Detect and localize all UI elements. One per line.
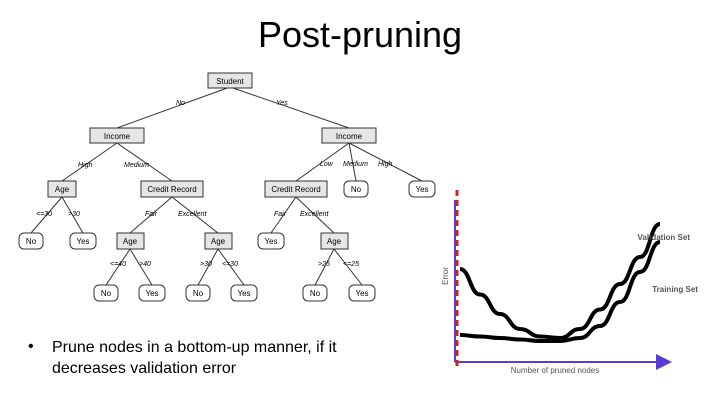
node-income-right-label: Income	[335, 132, 363, 141]
training-set-label: Training Set	[652, 285, 698, 294]
edge-label-gt30b: >30	[200, 261, 212, 268]
edge-label-gt30: >30	[68, 211, 80, 218]
leaf-yes-label: Yes	[145, 289, 159, 298]
slide-title: Post-pruning	[257, 14, 463, 55]
y-axis-label: Error	[441, 267, 450, 285]
leaf-yes-label: Yes	[415, 185, 429, 194]
node-age-2-label: Age	[122, 237, 138, 246]
node-age-1-label: Age	[54, 185, 70, 194]
edge-label-le30: <=30	[36, 211, 52, 218]
training-set-curve	[460, 242, 660, 341]
bullet-marker: •	[28, 338, 34, 355]
leaf-yes-label: Yes	[264, 237, 278, 246]
leaf-no-label: No	[100, 289, 112, 298]
edge-label-low: Low	[320, 161, 333, 168]
bullet-text: Prune nodes in a bottom-up manner, if it decreases validation error	[52, 339, 337, 377]
edge-label-no: No	[176, 100, 185, 107]
node-age-3-label: Age	[210, 237, 226, 246]
edge-label-high: High	[78, 162, 93, 169]
edge-label-medium: Medium	[124, 162, 149, 169]
leaf-no-label: No	[25, 237, 37, 246]
node-age-4-label: Age	[326, 237, 342, 246]
edge-label-gt25: >25	[318, 261, 330, 268]
leaf-no-label: No	[350, 185, 362, 194]
series-layer	[460, 224, 660, 341]
edge-label-fair: Fair	[145, 211, 158, 218]
node-student-label: Student	[216, 77, 244, 86]
node-income-left-label: Income	[103, 132, 131, 141]
leaf-yes-label: Yes	[237, 289, 251, 298]
node-credit-record-2-label: Credit Record	[271, 185, 321, 194]
edge-label-medium-r: Medium	[343, 161, 368, 168]
edge-label-le25: <=25	[343, 261, 359, 268]
x-axis-label: Number of pruned nodes	[510, 366, 600, 375]
leaf-yes-label: Yes	[76, 237, 90, 246]
edge-label-high-r: High	[378, 161, 393, 168]
leaf-no-label: No	[192, 289, 204, 298]
validation-set-label: Validation Set	[637, 233, 690, 242]
edge-label-fair-2: Fair	[274, 211, 287, 218]
edge-label-excellent-2: Excellent	[300, 211, 329, 218]
node-credit-record-1-label: Credit Record	[147, 185, 197, 194]
edge-label-gt40: >40	[139, 261, 151, 268]
leaf-no-label: No	[309, 289, 321, 298]
edge-label-le40: <=40	[110, 261, 126, 268]
leaf-yes-label: Yes	[355, 289, 369, 298]
edge-label-yes: Yes	[276, 100, 288, 107]
edge-label-le30b: <=30	[222, 261, 238, 268]
edge-label-excellent: Excellent	[178, 211, 207, 218]
